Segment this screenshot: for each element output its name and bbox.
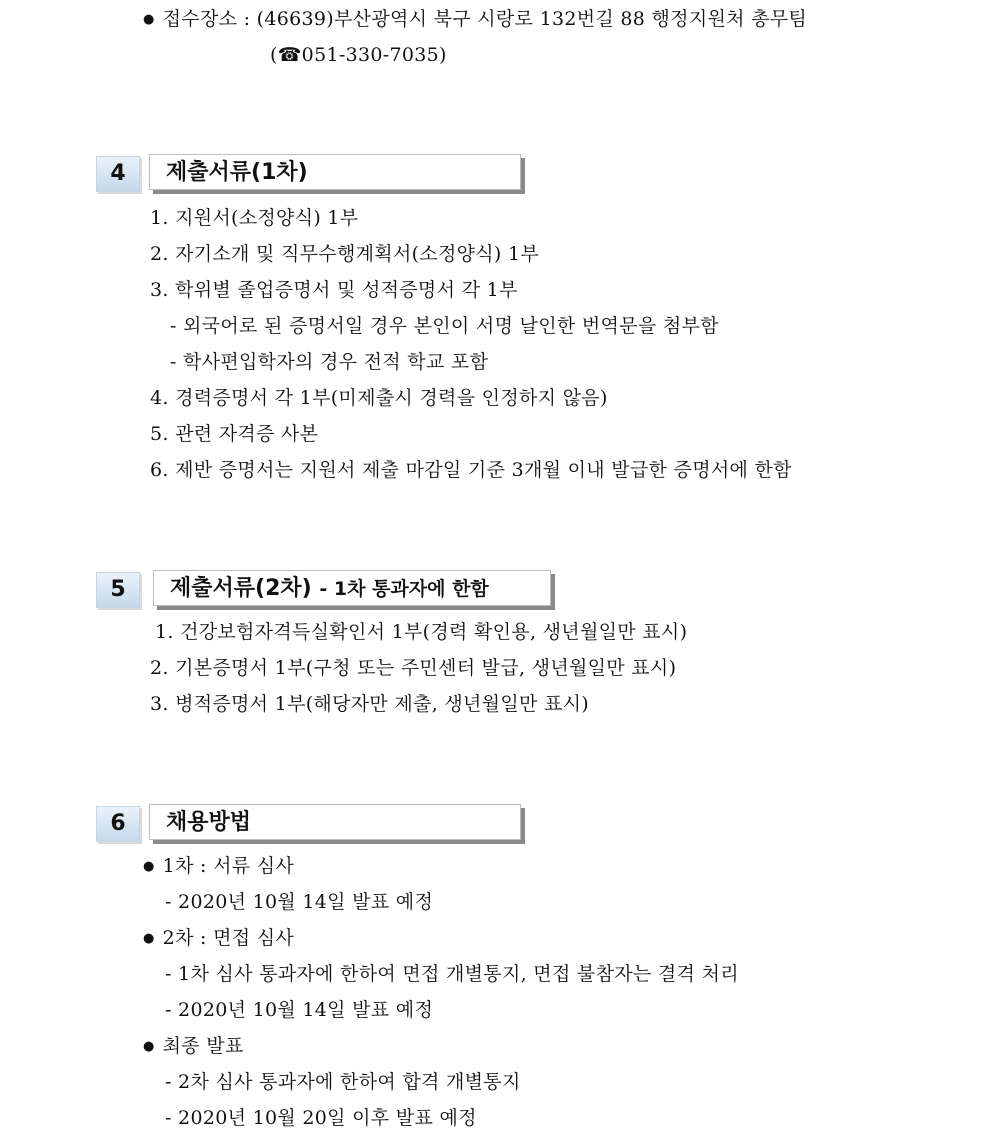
list-item: 1. 지원서(소정양식) 1부	[150, 207, 359, 229]
section-title-main: 제출서류(2차)	[170, 576, 312, 601]
final-line	[143, 1034, 244, 1061]
final-note: - 2차 심사 통과자에 한하여 합격 개별통지	[165, 1071, 521, 1093]
list-item: 3. 학위별 졸업증명서 및 성적증명서 각 1부	[150, 279, 518, 301]
bullet-icon: ●	[143, 12, 155, 27]
section-title	[153, 570, 551, 606]
list-item: 4. 경력증명서 각 1부(미제출시 경력을 인정하지 않음)	[150, 387, 608, 409]
section-number-badge: 6	[96, 806, 140, 842]
bullet-icon: ●	[143, 859, 155, 874]
intake-location-line	[143, 7, 807, 34]
bullet-icon: ●	[143, 931, 155, 946]
section-number-badge: 4	[96, 156, 140, 192]
intake-location: 접수장소 : (46639)부산광역시 북구 시랑로 132번길 88 행정지원처 총무팀	[162, 8, 808, 30]
list-item: 3. 병적증명서 1부(해당자만 제출, 생년월일만 표시)	[150, 693, 590, 715]
bullet-icon: ●	[143, 1039, 155, 1054]
final-label: 최종 발표	[162, 1035, 244, 1057]
stage1-note: - 2020년 10월 14일 발표 예정	[165, 891, 434, 913]
list-item: 6. 제반 증명서는 지원서 제출 마감일 기준 3개월 이내 발급한 증명서에 한함	[150, 459, 792, 481]
section-number-badge: 5	[96, 572, 140, 608]
list-subitem: - 학사편입학자의 경우 전적 학교 포함	[170, 351, 489, 373]
section-title: 채용방법	[149, 804, 521, 840]
stage2-label: 2차 : 면접 심사	[162, 927, 295, 949]
intake-phone: (☎051-330-7035)	[270, 44, 447, 66]
final-note: - 2020년 10월 20일 이후 발표 예정	[165, 1107, 477, 1129]
stage2-note: - 2020년 10월 14일 발표 예정	[165, 999, 434, 1021]
stage2-note: - 1차 심사 통과자에 한하여 면접 개별통지, 면접 불참자는 결격 처리	[165, 963, 739, 985]
section-title: 제출서류(1차)	[149, 154, 521, 190]
stage1-label: 1차 : 서류 심사	[162, 855, 295, 877]
list-item: 2. 자기소개 및 직무수행계획서(소정양식) 1부	[150, 243, 540, 265]
list-item: 2. 기본증명서 1부(구청 또는 주민센터 발급, 생년월일만 표시)	[150, 657, 677, 679]
section-title-sub: - 1차 통과자에 한함	[319, 578, 489, 600]
list-item: 1. 건강보험자격득실확인서 1부(경력 확인용, 생년월일만 표시)	[155, 621, 688, 643]
list-item: 5. 관련 자격증 사본	[150, 423, 319, 445]
stage1-line	[143, 854, 294, 881]
stage2-line	[143, 926, 294, 953]
list-subitem: - 외국어로 된 증명서일 경우 본인이 서명 날인한 번역문을 첨부함	[170, 315, 719, 337]
